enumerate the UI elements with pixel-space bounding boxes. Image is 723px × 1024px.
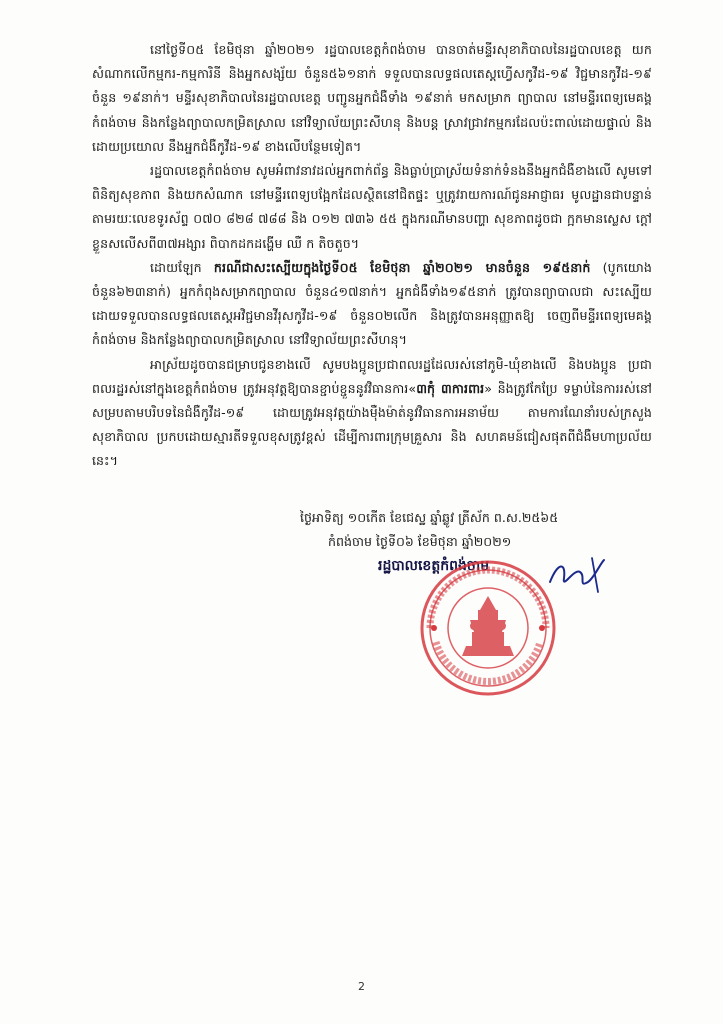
paragraph-3-lead: ដោយឡែក [150,259,214,275]
paragraph-3 [92,256,652,353]
signature-icon [530,552,620,602]
recovery-highlight: ករណីជាសះស្បើយក្នុងថ្ងៃទី០៥ ខែមិថុនា ឆ្នាំ២០២១ មានចំនួន ១៩៥នាក់ [213,259,591,275]
paragraph-2 [92,159,652,256]
paragraph-1 [92,38,652,159]
letter-body [92,38,652,474]
signer-title: រដ្ឋបាលខេត្តកំពង់ចាម [378,558,490,574]
paragraph-4 [92,353,652,474]
place-and-date: កំពង់ចាម ថ្ងៃទី០៦ ខែមិថុនា ឆ្នាំ២០២១ [328,534,512,549]
three-dos-donts-highlight: ៣កុំ ៣ការពារ [416,380,485,396]
page-number: 2 [358,980,365,993]
paragraph-1-text: នៅថ្ងៃទី០៥ ខែមិថុនា ឆ្នាំ២០២១ រដ្ឋបាលខេត្តកំពង់ចាម បានចាត់មន្ទីរសុខាភិបាលនៃរដ្ឋបាលខេត្ត យកសំណាកលើកម្មករ-កម្មការិនី និងអ្នកសង្ស័យ ចំនួន៥៦១នាក់ ទទួលបានលទ្ធផលតេស្តហ្វើសកូវីដ-១៩ វិជ្ជមានកូវីដ-១៩ ចំនួន ១៩នាក់។ មន្ទីរសុខាភិបាលនៃរដ្ឋបាលខេត្ត បញ្ជូនអ្នកជំងឺទាំង ១៩នាក់ មកសម្រាក ព្យាបាល នៅមន្ទីរពេទ្យមេគង្គកំពង់ចាម និងកន្លែងព្យាបាលកម្រិតស្រាល នៅវិទ្យាល័យព្រះសីហនុ និងបន្ត ស្រាវជ្រាវកម្មករដែលប៉ះពាល់ដោយផ្ទាល់ និងដោយប្រយោល នឹងអ្នកជំងឺកូវីដ-១៩ ខាងលើបន្ថែមទៀត។ [92,42,652,154]
paragraph-3-rest: (បូកយោង ចំនួន៦២៣នាក់) អ្នកកំពុងសម្រាកព្យាបាល ចំនួន៤១៧នាក់។ អ្នកជំងឺទាំង១៩៥នាក់ ត្រូវបានព្យាបាលជា សះស្បើយ ដោយទទួលបានលទ្ធផលតេស្តអវិជ្ជមានវីរុសកូវីដ-១៩ ចំនួន០២លើក និងត្រូវបានអនុញ្ញាតឱ្យ ចេញពីមន្ទីរពេទ្យមេគង្គកំពង់ចាម និងកន្លែងព្យាបាលកម្រិតស្រាល នៅវិទ្យាល័យព្រះសីហនុ។ [92,259,652,348]
paragraph-4-lead: អាស្រ័យដូចបានជម្រាបជូនខាងលើ សូមបងប្អូនប្រជាពលរដ្ឋដែលរស់នៅភូមិ-ឃុំខាងលើ និងបងប្អូន ប្រជាពលរដ្ឋរស់នៅក្នុងខេត្តកំពង់ចាម ត្រូវអនុវត្តឱ្យបានខ្ជាប់ខ្ជួននូវវិធានការ« [92,356,652,396]
paragraph-4-rest: » និងត្រូវកែប្រែ ទម្លាប់នៃការរស់នៅ សម្របតាមបរិបទនៃជំងឺកូវីដ-១៩ ដោយត្រូវអនុវត្តយ៉ាងម៉ឺងម៉ាត់នូវវិធានការអនាម័យ តាមការណែនាំរបស់ក្រសួងសុខាភិបាល ប្រកបដោយស្មារតីទទួលខុសត្រូវខ្ពស់ ដើម្បីការពារក្រុមគ្រួសារ និង សហគមន៍ជៀសផុតពីជំងឺមហាប្រល័យនេះ។ [92,380,652,469]
lunar-date: ថ្ងៃអាទិត្យ ១០កើត ខែជេស្ឋ ឆ្នាំឆ្លូវ ត្រីស័ក ព.ស.២៥៦៥ [300,510,559,525]
paragraph-2-text: រដ្ឋបាលខេត្តកំពង់ចាម សូមអំពាវនាវដល់អ្នកពាក់ព័ន្ធ និងធ្លាប់ប្រាស្រ័យទំនាក់ទំនងនឹងអ្នកជំងឺខាងលើ សូមទៅពិនិត្យសុខភាព និងយកសំណាក នៅមន្ទីរពេទ្យបង្អែកដែលស្ថិតនៅជិតផ្ទះ ឬត្រូវរាយការណ៍ជូនអាជ្ញាធរ មូលដ្ឋានជាបន្ទាន់ តាមរយៈលេខទូរស័ព្ទ ០៧០ ៨២៨ ៧៨៨ និង ០១២ ៧៣៦ ៥៥ ក្នុងករណីមានបញ្ហា សុខភាពដូចជា ក្អកមានស្លេស ក្តៅខ្លួនសលើសពី៣៧អង្សារ ពិបាកដកដង្ហើម ឈឺ ក តិចតួច។ [92,163,652,251]
